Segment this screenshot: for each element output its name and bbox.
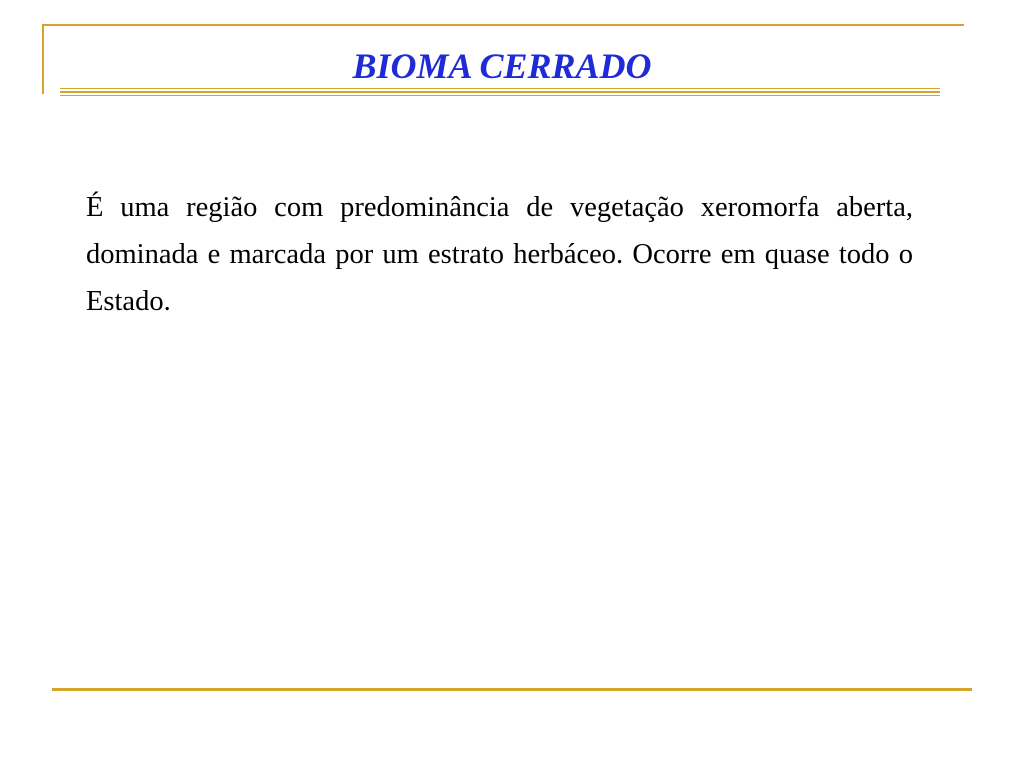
frame-top-line (42, 24, 964, 26)
slide-body-paragraph: É uma região com predominância de vegetação xeromorfa aberta, dominada e marcada por um estrato herbáceo. Ocorre em quase todo o Estado. (86, 192, 913, 317)
slide-title: BIOMA CERRADO (352, 46, 652, 86)
title-underline-thin-bottom (60, 95, 940, 96)
footer-line (52, 688, 972, 691)
title-underline-thin-top (60, 88, 940, 89)
title-underline-thick (60, 91, 940, 93)
